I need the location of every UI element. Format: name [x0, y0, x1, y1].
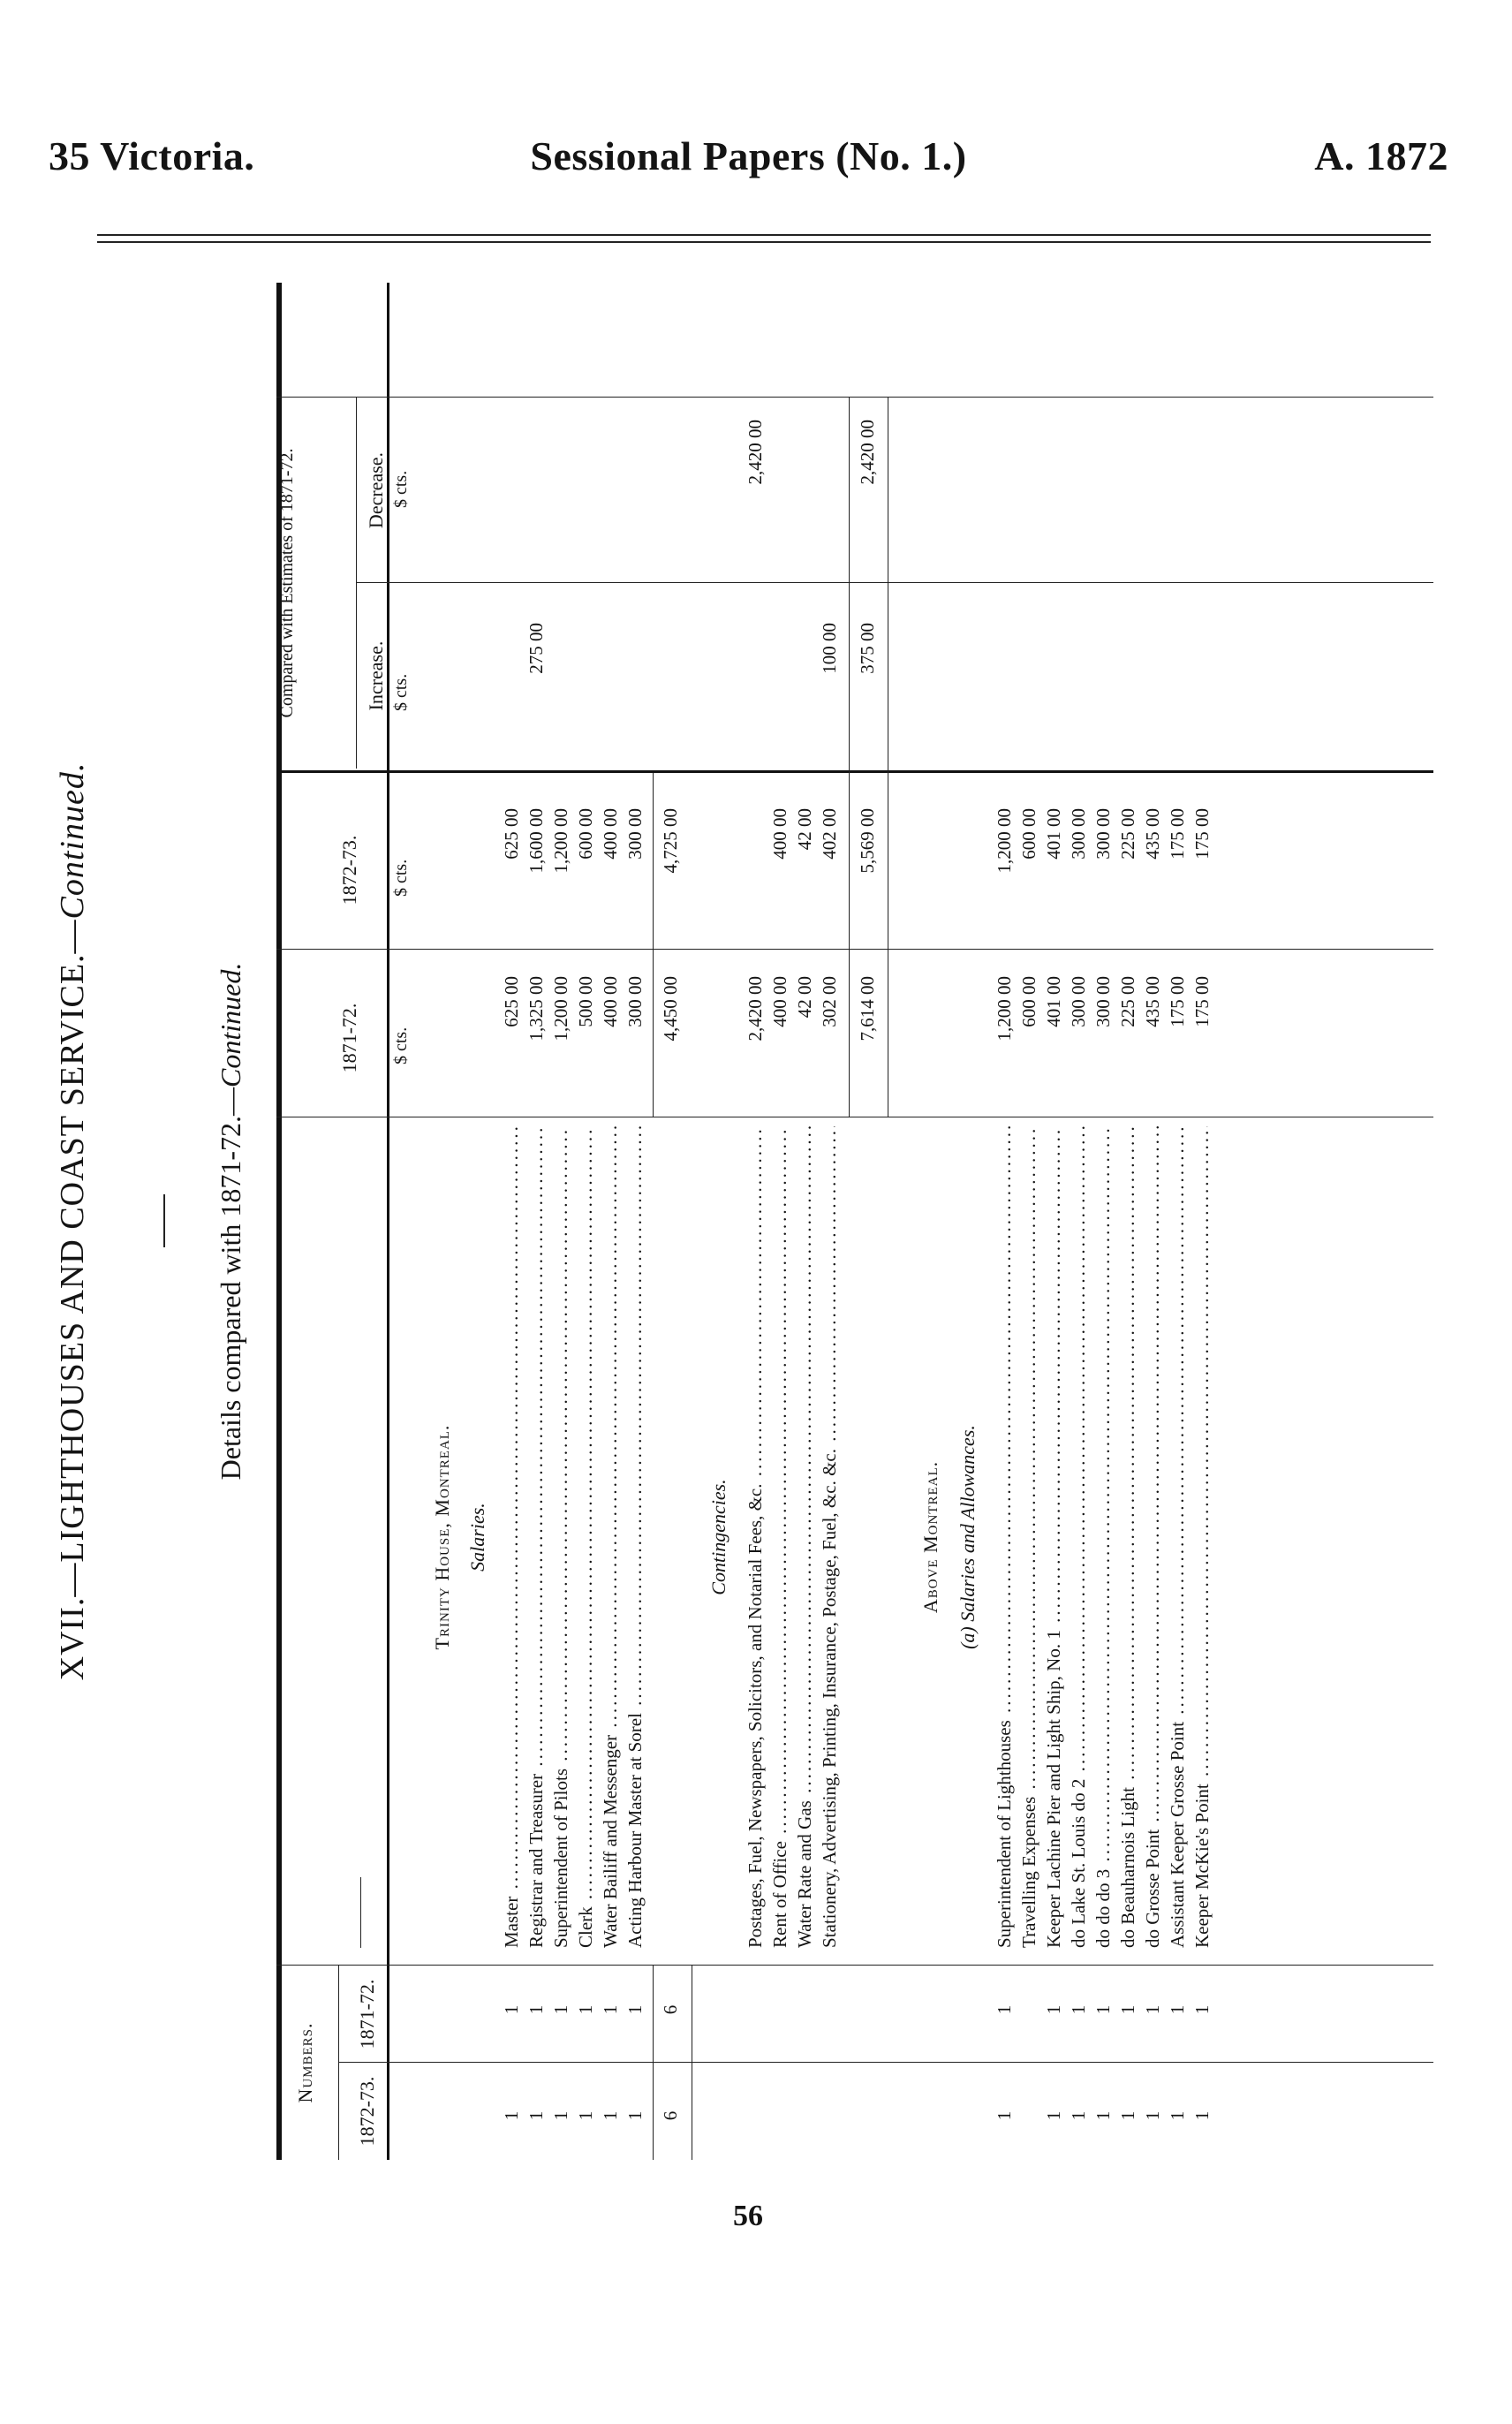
- running-header: [49, 133, 1448, 212]
- table-row: 1 1 do Lake St. Louis do 2 ..... 300 00 300 00: [1066, 283, 1091, 2160]
- year-1871-72-header: 1871-72.: [338, 1003, 360, 1073]
- description-header-dash: [360, 1877, 361, 1948]
- year-1872-73-header: 1872-73.: [338, 835, 360, 905]
- section-above-salaries: (a) Salaries and Allowances.: [956, 1425, 979, 1649]
- numbers-1871-72-header: 1871-72.: [356, 1979, 378, 2049]
- table-row: Water Rate and Gas ..... 42 00 42 00: [792, 283, 817, 2160]
- compared-sub-rule: [356, 398, 357, 769]
- sessional-papers-label: Sessional Papers (No. 1.): [530, 133, 967, 178]
- table-row: 1 1 Clerk ..... 500 00 600 00: [573, 283, 598, 2160]
- total-top-rule: [849, 398, 850, 1117]
- table-row: 1 1 Keeper Lachine Pier and Light Ship, No. 1 ..... 401 00 401 00: [1041, 283, 1066, 2160]
- page-number: 56: [733, 2200, 763, 2232]
- subtotal-rule-numbers: [653, 1966, 654, 2160]
- estimates-table: [276, 283, 1433, 2160]
- increase-header: Increase.: [365, 640, 387, 711]
- numbers-1872-73-header: 1872-73.: [356, 2076, 378, 2147]
- numbers-header: Numbers.: [294, 2022, 316, 2103]
- table-row: 1 1 Registrar and Treasurer ..... 1,325 00 1,600 00 275 00: [524, 283, 548, 2160]
- table-row: 1 1 do do do 3 ..... 300 00 300 00: [1091, 283, 1115, 2160]
- currency-label-1872: $ cts.: [391, 859, 411, 897]
- decrease-header: Decrease.: [365, 451, 387, 529]
- table-row: 1 1 do Grosse Point ..... 435 00 435 00: [1140, 283, 1165, 2160]
- page-title: XVII.—LIGHTHOUSES AND COAST SERVICE.—Continued.: [54, 761, 91, 1681]
- table-row: Rent of Office ..... 400 00 400 00: [767, 283, 792, 2160]
- session-label: 35 Victoria.: [49, 133, 255, 178]
- header-bottom-rule: [387, 283, 389, 2160]
- table-row: 1 1 Superintendent of Lighthouses ..... 1,200 00 1,200 00: [992, 283, 1017, 2160]
- numbers-sub-rule: [338, 1966, 339, 2160]
- year-label: A. 1872: [1314, 133, 1448, 178]
- section-trinity-house: Trinity House, Montreal.: [431, 1424, 453, 1650]
- currency-label-increase: $ cts.: [391, 673, 411, 711]
- table-row: 1 1 Water Bailiff and Messenger ..... 400 00 400 00: [598, 283, 623, 2160]
- section-contingencies: Contingencies.: [707, 1479, 730, 1595]
- salaries-subtotal-row: 6 6 4,450 00 4,725 00: [660, 808, 681, 2121]
- page-subtitle: Details compared with 1871-72.—Continued.: [215, 962, 246, 1481]
- table-row: 1 1 Acting Harbour Master at Sorel ..... 300 00 300 00: [623, 283, 647, 2160]
- table-row: Travelling Expenses ..... 600 00 600 00: [1017, 283, 1041, 2160]
- header-rule-double: [97, 241, 1431, 243]
- table-row: 1 1 Assistant Keeper Grosse Point ..... 175 00 175 00: [1165, 283, 1190, 2160]
- compared-header: Compared with Estimates of 1871-72.: [277, 448, 297, 718]
- table-row: Postages, Fuel, Newspapers, Solicitors, and Notarial Fees, &c. ..... 2,420 00 2,420 00: [743, 283, 767, 2160]
- table-row: 1 1 Superintendent of Pilots ..... 1,200 00 1,200 00: [548, 283, 573, 2160]
- table-row: 1 1 do Beauharnois Light ..... 225 00 225 00: [1115, 283, 1140, 2160]
- subtotal-rule-values: [653, 773, 654, 1117]
- section-salaries: Salaries.: [466, 1503, 488, 1572]
- section-above-montreal: Above Montreal.: [919, 1460, 941, 1614]
- table-row: 1 1 Keeper McKie's Point ..... 175 00 175 00: [1190, 283, 1214, 2160]
- currency-label-1871: $ cts.: [391, 1026, 411, 1064]
- table-row: Stationery, Advertising, Printing, Insurance, Postage, Fuel, &c. &c. ..... 302 00 402 00 100 00: [817, 283, 842, 2160]
- header-rule: [97, 234, 1431, 236]
- title-rule: [163, 1194, 165, 1247]
- rotated-table-sheet: [49, 283, 1444, 2160]
- currency-label-decrease: $ cts.: [391, 470, 411, 508]
- table-row: 1 1 Master ..... 625 00 625 00: [499, 283, 524, 2160]
- total-row: 7,614 00 5,569 00 375 00 2,420 00: [857, 420, 878, 1042]
